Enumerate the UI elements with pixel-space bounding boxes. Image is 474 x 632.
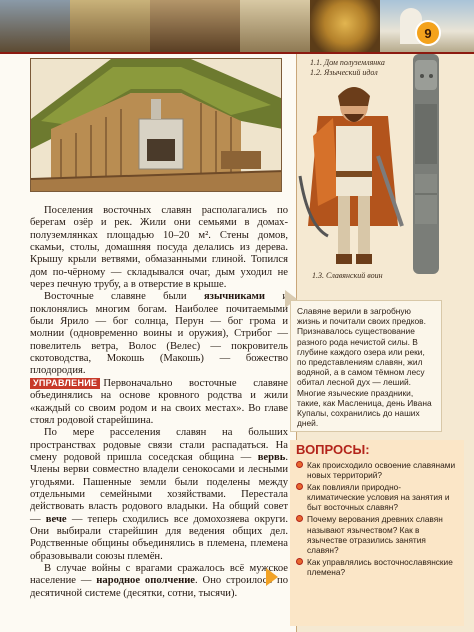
question-item: Почему верования древних славян называют язычеством? Как в язычестве отразились занятия славян? (294, 514, 458, 554)
banner-photo-landscape (0, 0, 70, 52)
term-militia: народное ополчение (96, 575, 196, 587)
paragraph-community: По мере расселения славян на больших пространствах родовые связи стали распадаться. На смену родовой пришла соседская община — вервь. Члены верви совместно владели сенокосами и лесными угодьями. Пашенные земли были поделены между отдельными семейными хозяйствами. Перестала действовать власть родового владыки. На общий совет — вече — теперь сходились все домохозяева округи. Они выбирали старейшин для ведения общих дел. Родственные общины объединялись в племена, племена образовывали союзы племён. (30, 427, 288, 562)
question-item: Как происходило освоение славянами новых территорий? (294, 460, 458, 480)
slavic-warrior-illustration (298, 76, 408, 272)
term-verv: вервь (257, 451, 286, 463)
caption-warrior: 1.3. Славянский воин (312, 271, 383, 280)
dugout-house-illustration (30, 58, 282, 192)
question-item: Как управлялись восточнославянские племена? (294, 557, 458, 577)
question-bullet-icon (296, 515, 303, 522)
caption-house: 1.1. Дом полуземлянка (310, 58, 385, 67)
pagan-idol-illustration (405, 54, 445, 274)
main-text (30, 205, 288, 600)
page-number-badge: 9 (415, 20, 441, 46)
beliefs-text: Славяне верили в загробную жизнь и почитали своих предков. Признавалось существование разного рода нечистой силы. В глубине каждого озера или реки, по представлениям славян, жил водяной, а в самом тёмном лесу обитал лесной дух — леший. Многие языческие праздники, такие, как Масленица, день Ивана Купалы, сохранились до наших дней. (297, 306, 432, 429)
question-item: Как повлияли природно-климатические условия на занятия и быт восточных славян? (294, 482, 458, 512)
question-bullet-icon (296, 461, 303, 468)
paragraph-religion: Восточные славяне были язычниками и поклонялись многим богам. Наиболее почитаемыми были Ярило — бог солнца, Перун — бог грома и молнии (одновременно воины и оружия), Стрибог — повелитель ветра, Волос (Велес) — покровитель скотоводства, Мокошь (Макошь) — божество плодородия. (30, 291, 288, 377)
paragraph-settlements: Поселения восточных славян располагались по берегам озёр и рек. Жили они семьями в домах-полуземлянках площадью 10–20 м². Стены домов, скамьи, столы, домашняя посуда делались из дерева. Крышу крыли ветвями, обмазанными глиной. Топился дом по-чёрному — складывался очаг, дым уходил не через печную трубу, а в отверстие в крыше. (30, 205, 288, 291)
arrow-right-icon (266, 568, 278, 586)
paragraph-militia: В случае войны с врагами сражалось всё мужское население — народное ополчение. Оно строилось по десятичной системе (десятки, сотни, тысячи). (30, 562, 288, 599)
banner-photo-fortress (70, 0, 150, 52)
header-rule (0, 52, 474, 54)
question-bullet-icon (296, 558, 303, 565)
banner-photo-relief (240, 0, 310, 52)
term-veche: вече (45, 513, 67, 525)
paragraph-governance: УПРАВЛЕНИЕ Первоначально восточные славяне объединялись на основе кровного родства и жили «каждый со своим родом и на своих местах». Во главе стоял родовой старейшина. (30, 377, 288, 426)
section-tag-governance: УПРАВЛЕНИЕ (30, 378, 100, 389)
beliefs-info-box (290, 300, 442, 432)
caption-idol: 1.2. Языческий идол (310, 68, 378, 77)
banner-photo-coin (310, 0, 380, 52)
question-bullet-icon (296, 483, 303, 490)
questions-heading: ВОПРОСЫ: (296, 442, 370, 457)
questions-list (290, 458, 464, 577)
questions-box (290, 440, 464, 626)
banner-photo-artifacts (150, 0, 240, 52)
term-pagans: язычниками (203, 291, 265, 303)
header-banner (0, 0, 474, 52)
